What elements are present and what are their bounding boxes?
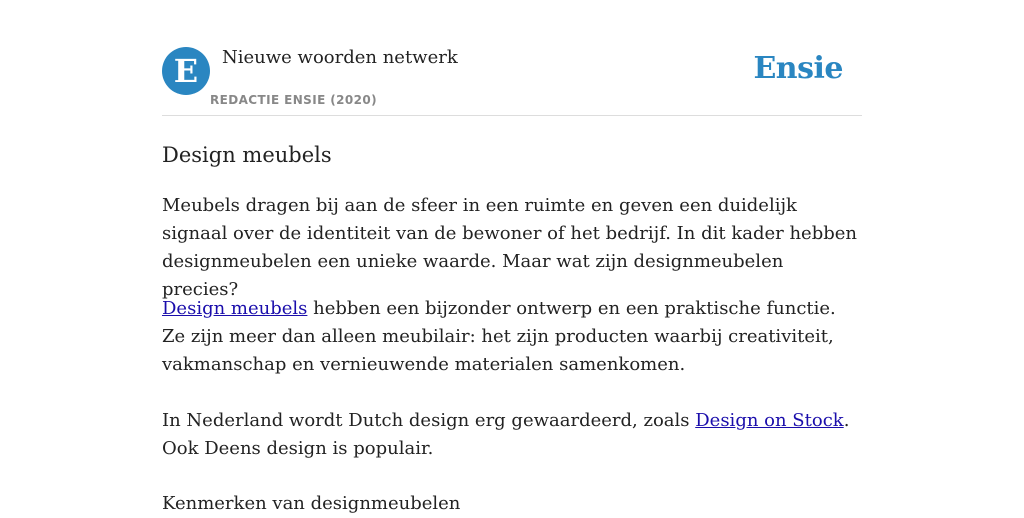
design-meubels-link[interactable]: Design meubels bbox=[162, 298, 308, 319]
brand-logo[interactable]: Ensie bbox=[753, 51, 843, 86]
article-title: Design meubels bbox=[162, 143, 332, 167]
paragraph-dutch-design bbox=[162, 407, 862, 463]
section-subheading: Kenmerken van designmeubelen bbox=[162, 493, 461, 514]
paragraph-2-text: hebben een bijzonder ontwerp en een praktische functie. Ze zijn meer dan alleen meubilair: het zijn producten waarbij creativiteit, vakmanschap en vernieuwende materialen samenkomen. bbox=[162, 298, 836, 375]
header bbox=[162, 0, 862, 116]
article-page bbox=[162, 0, 862, 514]
paragraph-3-end: . Ook Deens design is populair. bbox=[162, 410, 850, 459]
paragraph-intro: Meubels dragen bij aan de sfeer in een ruimte en geven een duidelijk signaal over de identiteit van de bewoner of het bedrijf. In dit kader hebben designmeubelen een unieke waarde. Maar wat zijn designmeubelen precies? bbox=[162, 195, 858, 300]
site-title: Nieuwe woorden netwerk bbox=[222, 47, 458, 68]
ensie-logo-icon[interactable]: E bbox=[162, 47, 210, 95]
paragraph-3-start: In Nederland wordt Dutch design erg gewaardeerd, zoals bbox=[162, 410, 696, 431]
paragraph-design-meubels bbox=[162, 295, 862, 379]
design-on-stock-link[interactable]: Design on Stock bbox=[695, 410, 844, 431]
byline: REDACTIE ENSIE (2020) bbox=[210, 93, 378, 107]
